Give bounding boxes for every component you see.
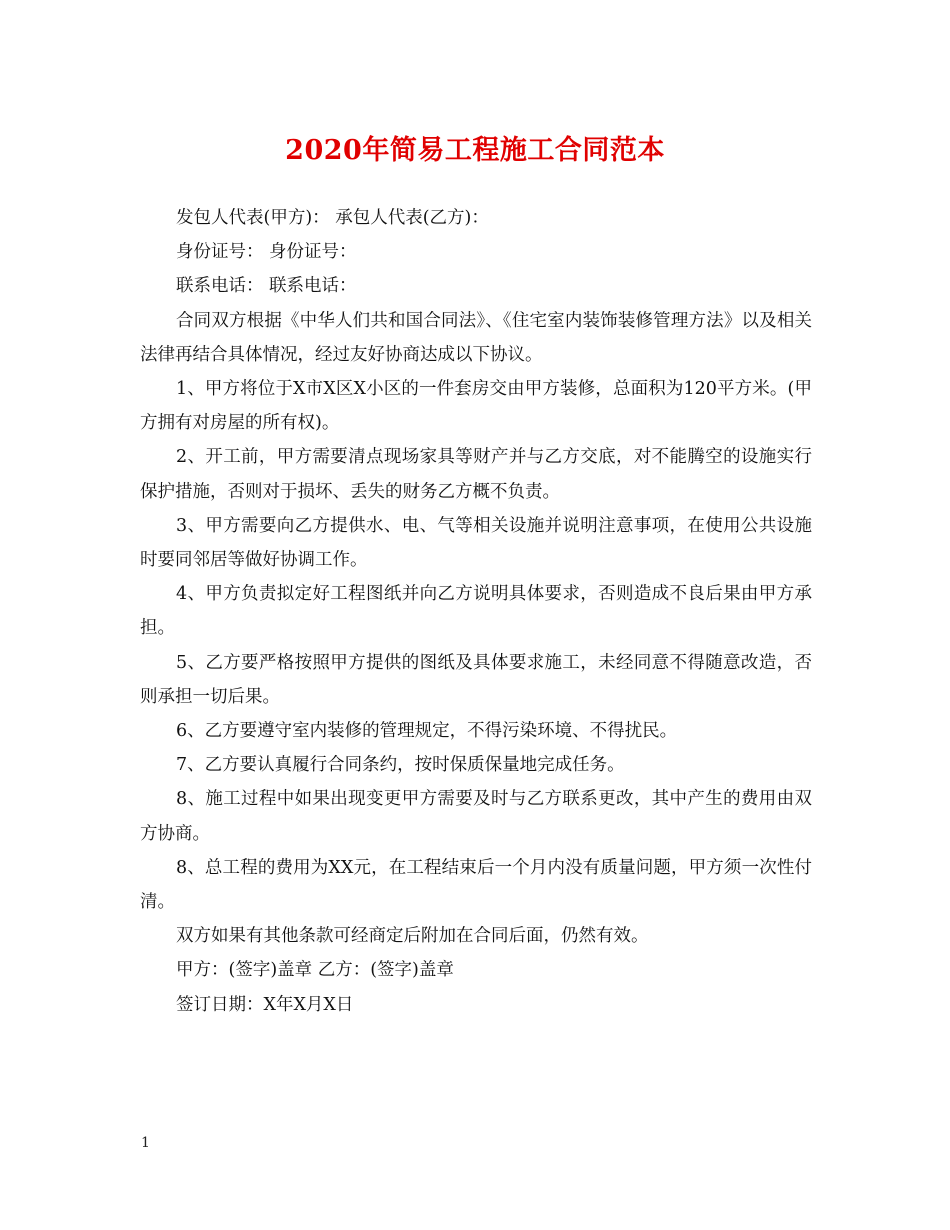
page-number: 1 xyxy=(141,1135,150,1151)
clause-8-payment: 8、总工程的费用为XX元，在工程结束后一个月内没有质量问题，甲方须一次性付清。 xyxy=(140,857,812,913)
clause-5: 5、乙方要严格按照甲方提供的图纸及具体要求施工，未经同意不得随意改造，否则承担一切后果。 xyxy=(140,652,812,707)
clause-4: 4、甲方负责拟定好工程图纸并向乙方说明具体要求，否则造成不良后果由甲方承担。 xyxy=(140,584,812,639)
contact-phone-line: 联系电话： 联系电话： xyxy=(176,276,357,297)
signing-date-line: 签订日期：X年X月X日 xyxy=(176,994,354,1015)
preamble-paragraph: 合同双方根据《中华人们共和国合同法》、《住宅室内装饰装修管理方法》以及相关法律再结合具体情况，经过友好协商达成以下协议。 xyxy=(140,310,812,365)
clause-6: 6、乙方要遵守室内装修的管理规定，不得污染环境、不得扰民。 xyxy=(176,721,678,742)
document-body xyxy=(140,201,812,1022)
clause-1: 1、甲方将位于X市X区X小区的一件套房交由甲方装修，总面积为120平方米。(甲方拥有对房屋的所有权)。 xyxy=(140,379,812,434)
supplementary-terms-paragraph: 双方如果有其他条款可经商定后附加在合同后面，仍然有效。 xyxy=(176,926,649,947)
id-number-line: 身份证号： 身份证号： xyxy=(176,242,357,263)
signature-line: 甲方：(签字)盖章 乙方：(签字)盖章 xyxy=(176,960,454,981)
document-title: 2020年简易工程施工合同范本 xyxy=(285,135,665,166)
party-representatives-line: 发包人代表(甲方)： 承包人代表(乙方)： xyxy=(176,208,489,228)
clause-7: 7、乙方要认真履行合同条约，按时保质保量地完成任务。 xyxy=(176,755,625,776)
clause-3: 3、甲方需要向乙方提供水、电、气等相关设施并说明注意事项，在使用公共设施时要同邻居等做好协调工作。 xyxy=(140,515,812,571)
clause-2: 2、开工前，甲方需要清点现场家具等财产并与乙方交底，对不能腾空的设施实行保护措施，否则对于损坏、丢失的财务乙方概不负责。 xyxy=(140,447,812,502)
clause-8-changes: 8、施工过程中如果出现变更甲方需要及时与乙方联系更改，其中产生的费用由双方协商。 xyxy=(140,789,812,844)
